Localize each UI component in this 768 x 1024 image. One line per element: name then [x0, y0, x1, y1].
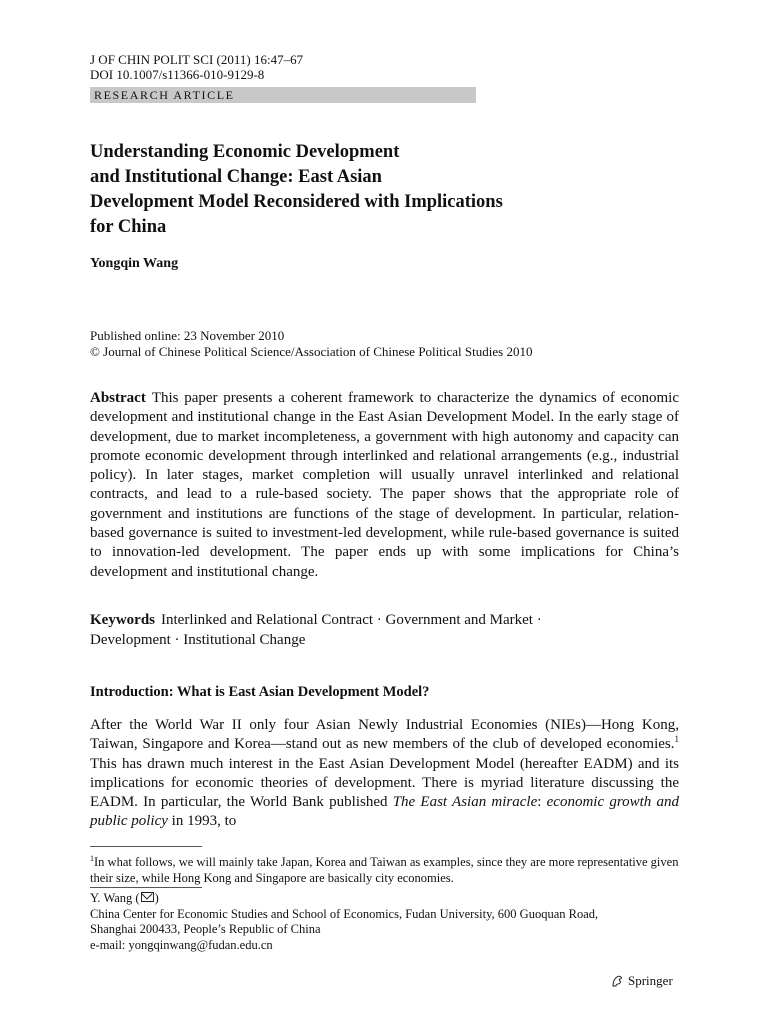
body-text-part: This has drawn much interest in the East Asian Development Model (hereafter EADM) and its implications for economic theories of development. There is myriad literature discussing the EADM. In particular, the World Bank published	[90, 755, 679, 811]
body-text-part: After the World War II only four Asian Newly Industrial Economies (NIEs)—Hong Kong, Taiwan, Singapore and Korea—stand out as new members of the club of developed economies.	[90, 717, 679, 753]
springer-horse-icon	[610, 974, 624, 988]
footnote-text: In what follows, we will mainly take Japan, Korea and Taiwan as examples, since they are more representative given their size, while Hong Kong and Singapore are basically city economies.	[90, 855, 679, 886]
abstract-text: This paper presents a coherent framework to characterize the dynamics of economic development and institutional change in the East Asian Development Model. In the early stage of development, due to market incompleteness, a government with high autonomy and capacity can promote economic development through interlinked and relational arrangements (e.g., industrial policy). In later stages, market completion will usually unravel interlinked and relational contracts, and lead to a rule-based society. The paper shows that the appropriate role of government and institutions are functions of the stage of development. In particular, relation-based governance is suited to investment-led development, while rule-based governance is suited to innovation-led development. The paper ends up with some implications for China’s development and institutional change.	[90, 390, 679, 580]
abstract	[90, 389, 679, 582]
body-text-part: :	[537, 794, 547, 811]
footnote-divider	[90, 846, 202, 847]
article-title	[90, 140, 650, 240]
doi: DOI 10.1007/s11366-010-9129-8	[90, 67, 265, 82]
copyright-text: Journal of Chinese Political Science/Association of Chinese Political Studies 2010	[103, 344, 533, 359]
contact-name-close: )	[154, 891, 159, 905]
publisher-logo	[610, 973, 673, 989]
footnote	[90, 851, 679, 886]
section-heading: Introduction: What is East Asian Development Model?	[90, 684, 430, 700]
body-paragraph	[90, 716, 679, 832]
article-type-banner: RESEARCH ARTICLE	[90, 87, 476, 103]
footnote-ref[interactable]: 1	[674, 734, 679, 745]
title-line: for China	[90, 217, 167, 237]
contact-address: Shanghai 200433, People’s Republic of China	[90, 922, 321, 936]
title-line: Development Model Reconsidered with Implications	[90, 192, 503, 212]
publisher-name: Springer	[628, 973, 673, 988]
copyright-line	[90, 344, 532, 360]
body-text-part: in 1993, to	[167, 813, 237, 830]
published-date: Published online: 23 November 2010	[90, 328, 285, 343]
journal-citation: J OF CHIN POLIT SCI (2011) 16:47–67	[90, 52, 304, 67]
contact-email[interactable]: e-mail: yongqinwang@fudan.edu.cn	[90, 937, 273, 952]
author-contact	[90, 891, 598, 953]
keywords	[90, 611, 679, 650]
envelope-icon	[141, 892, 154, 902]
contact-name: Y. Wang (	[90, 891, 140, 905]
footnote-marker: 1	[90, 854, 94, 863]
keywords-text: Interlinked and Relational Contract · Government and Market ·	[161, 612, 542, 628]
cited-subtitle: economic growth and public policy	[90, 794, 679, 830]
cited-title: The East Asian miracle	[392, 794, 538, 811]
author-name: Yongqin Wang	[90, 256, 179, 271]
title-line: Understanding Economic Development	[90, 142, 400, 162]
title-line: and Institutional Change: East Asian	[90, 167, 382, 187]
keywords-heading: Keywords	[90, 612, 155, 628]
abstract-heading: Abstract	[90, 390, 146, 406]
contact-affiliation: China Center for Economic Studies and School of Economics, Fudan University, 600 Guoquan Road,	[90, 906, 599, 921]
copyright-icon: ©	[90, 344, 100, 359]
keywords-text-continued: Development · Institutional Change	[90, 631, 306, 648]
